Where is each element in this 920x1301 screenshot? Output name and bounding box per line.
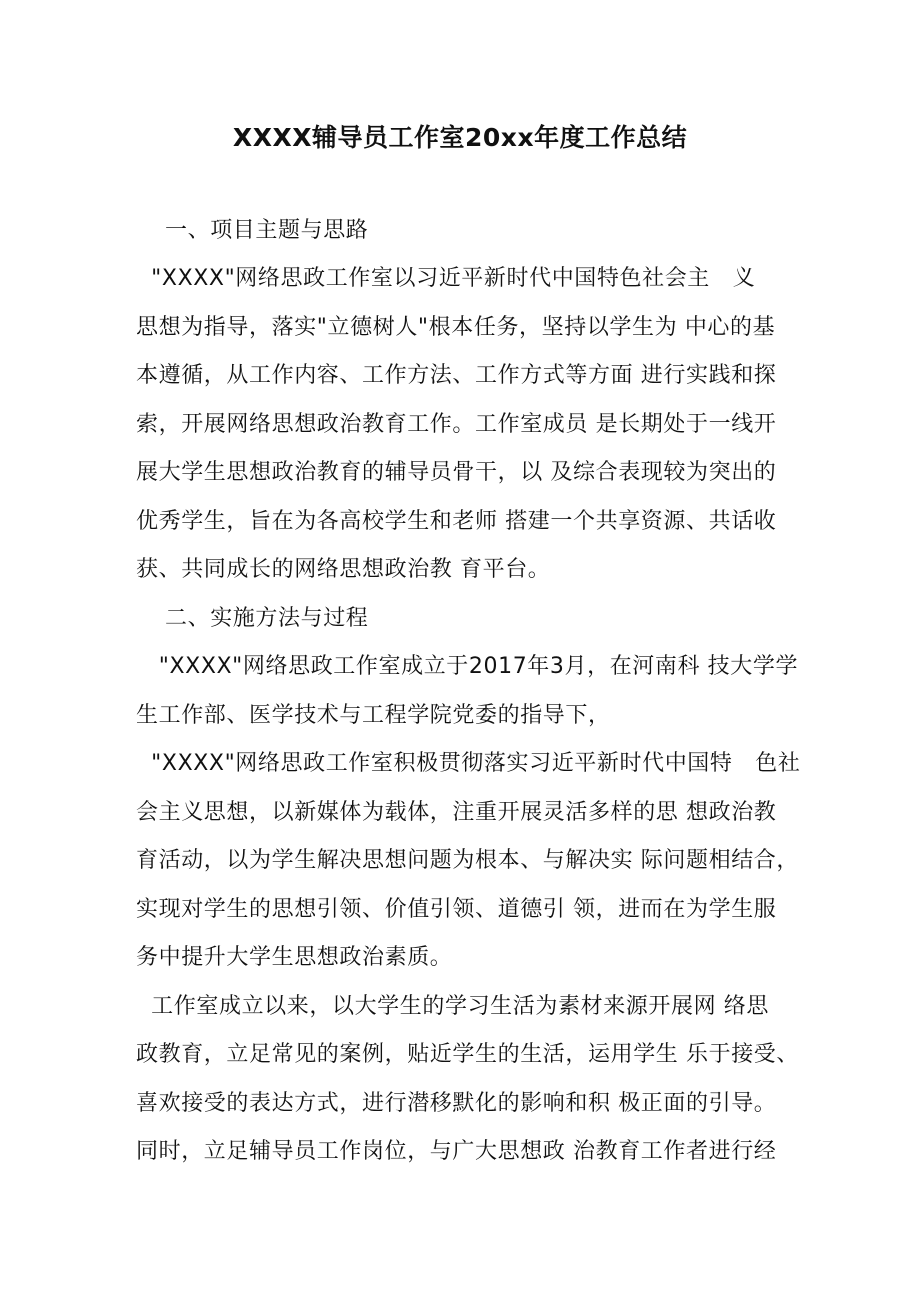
paragraph-line: 育活动，以为学生解决思想问题为根本、与解决实 际问题相结合， [136, 848, 799, 873]
paragraph-line: 思想为指导，落实"立德树人"根本任务，坚持以学生为 中心的基 [136, 315, 776, 340]
paragraph-line: 本遵循，从工作内容、工作方法、工作方式等方面 进行实践和探 [136, 363, 777, 388]
paragraph-line: 务中提升大学生思想政治素质。 [136, 945, 453, 970]
paragraph-line: 同时，立足辅导员工作岗位，与广大思想政 治教育工作者进行经 [136, 1139, 777, 1164]
paragraph-line: 获、共同成长的网络思想政治教 育平台。 [136, 557, 551, 582]
section-heading-1: 一、项目主题与思路 [165, 218, 369, 243]
paragraph-line: 索，开展网络思想政治教育工作。工作室成员 是长期处于一线开 [136, 412, 777, 437]
document-title: XXXX辅导员工作室20xx年度工作总结 [232, 123, 688, 152]
paragraph-line: "XXXX"网络思政工作室以习近平新时代中国特色社会主 义 [136, 266, 756, 291]
paragraph-line: 生工作部、医学技术与工程学院党委的指导下， [136, 703, 611, 728]
section-heading-2: 二、实施方法与过程 [165, 606, 369, 631]
paragraph-line: 优秀学生，旨在为各高校学生和老师 搭建一个共享资源、共话收 [136, 509, 777, 534]
paragraph-line: 政教育，立足常见的案例，贴近学生的生活，运用学生 乐于接受、 [136, 1042, 799, 1067]
paragraph-line: 会主义思想，以新媒体为载体，注重开展灵活多样的思 想政治教 [136, 800, 777, 825]
paragraph-line: 实现对学生的思想引领、价值引领、道德引 领，进而在为学生服 [136, 897, 777, 922]
paragraph-line: 喜欢接受的表达方式，进行潜移默化的影响和积 极正面的引导。 [136, 1091, 777, 1116]
paragraph-line: 展大学生思想政治教育的辅导员骨干，以 及综合表现较为突出的 [136, 460, 777, 485]
paragraph-line: "XXXX"网络思政工作室成立于2017年3月，在河南科 技大学学 [136, 654, 799, 679]
paragraph-line: "XXXX"网络思政工作室积极贯彻落实习近平新时代中国特 色社 [136, 751, 801, 776]
paragraph-line: 工作室成立以来，以大学生的学习生活为素材来源开展网 络思 [136, 994, 769, 1019]
